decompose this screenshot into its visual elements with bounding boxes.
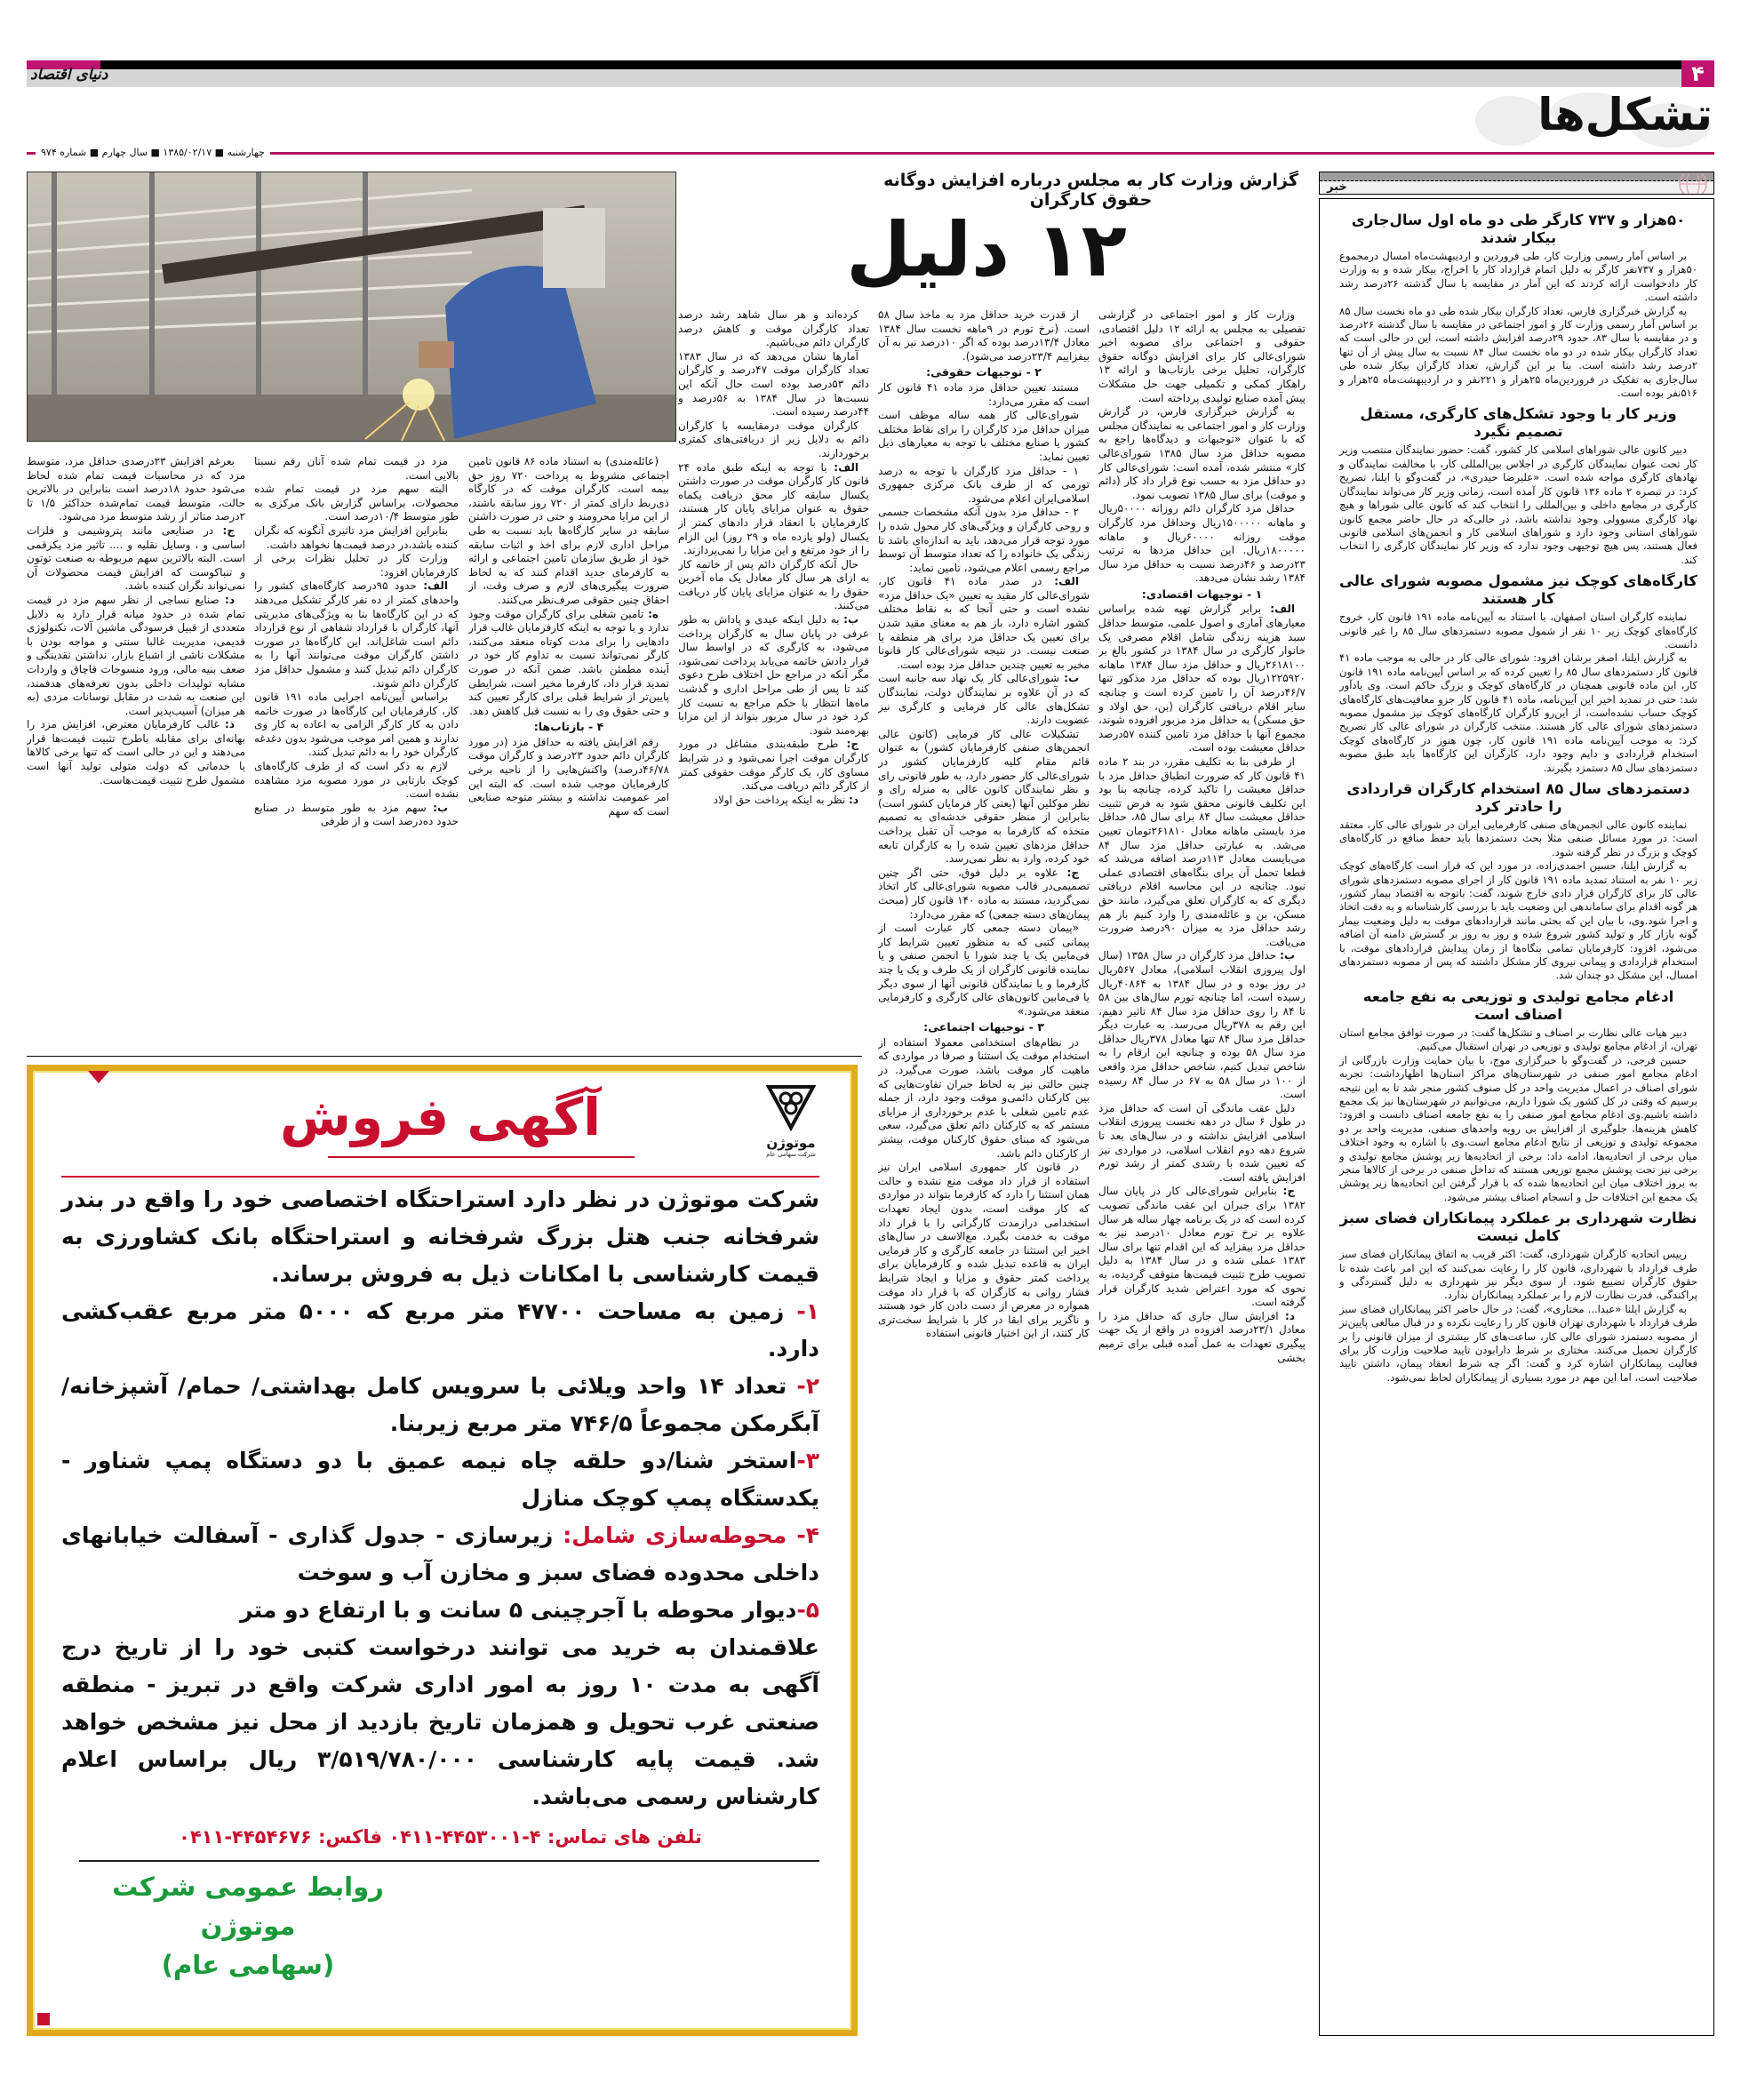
sidebar-story-paragraph: نماینده کانون عالی انجمن‌های صنفی کارفرمایی ایران در شورای عالی کار، معتقد است: در مورد مسائل صنفی مثلا بحث دستمزدها باید حفظ منافع در کارگاه‌های کوچک و بزرگ در نظر گرفته شود.: [1339, 818, 1697, 858]
company-logo-subtitle: شرکت سهامی عام: [766, 1151, 816, 1158]
article-paragraph: [1098, 949, 1306, 1102]
article-paragraph: [678, 461, 869, 558]
paragraph-text: ۱ - حداقل مزد کارگران با توجه به درصد تورمی که از طرف بانک مرکزی جمهوری اسلامی‌ایران اعلام می‌شود.: [878, 464, 1090, 505]
sidebar-story-headline: دستمزدهای سال ۸۵ استخدام کارگران قراردادی را حادتر کرد: [1346, 780, 1690, 815]
sidebar-story-paragraph: دبیر هیات عالی نظارت بر اصناف و تشکل‌ها گفت: در صورت توافق مجامع استان تهران، از ادغام مجامع تولیدی و توزیعی در تهران استقبال می‌کنیم.: [1339, 1026, 1697, 1053]
paragraph-text: وزارت کار در تحلیل نظرات برخی از کارفرمایان افزود:: [254, 552, 459, 579]
article-paragraph: [254, 802, 459, 829]
article-paragraph: [254, 455, 459, 483]
paragraph-text: شورای‌عالی کار همه ساله موظف است میزان حداقل مزد کارگران را برای نقاط مختلف کشور یا صنایع مختلف با توجه به معیارهای ذیل تعیین نماید:: [878, 409, 1090, 463]
paragraph-lead: الف:: [834, 460, 859, 474]
ad-intro: شرکت موتوژن در نظر دارد استراحتگاه اختصاصی خود را واقع در بندر شرفخانه جنب هتل بزرگ شرفخانه و استراحتگاه بانک کشاورزی به قیمت کارشناسی با امکانات ذیل به فروش برساند.: [61, 1186, 819, 1287]
article-paragraph: [678, 308, 869, 350]
ad-title-underline: [328, 1156, 635, 1158]
article-paragraph: [1098, 405, 1306, 502]
ad-item-number: ۳-: [796, 1448, 819, 1473]
article-column-4: [468, 455, 669, 1053]
paragraph-text: علاوه بر دلیل فوق، حتی اگر چنین تصمیمی‌در قالب مصوبه شورای‌عالی کار اتخاذ نمی‌گردید، مستند به ماده ۱۴۰ قانون کار (مبحث پیمان‌های دسته جمعی) که مقرر می‌دارد:: [878, 866, 1090, 921]
paragraph-text: در قانون کار جمهوری اسلامی ایران نیز استفاده از قرار داد موقت منع نشده و حالت همان استثنا را دارد که کارفرما بتواند در مواردی که کار موقت است، بدون ایجاد تعهدات استخدامی درازمدت کارگرانی را با قرار داد موقت به خدمت بگیرد. مع‌الاسف در سال‌های اخیر این استثنا در جامعه کارگری و کار فرمایی ایران به قاعده تبدیل شده و کارفرمایان برای پرداخت کمتر حقوق و مزایا و ایجاد شرایط فشار روانی به کارگران که با قرار داد موقت همواره در معرض از دست دادن کار خود هستند و ناگزیر برای ابقا در کار با شرایط سخت‌تری کار کنند، از این اختیار قانونی استفاده: [878, 1161, 1090, 1340]
ad-signature-line-2: (سهامی عام): [161, 1950, 335, 1980]
sidebar-story-paragraph: نماینده کارگران استان اصفهان، با استناد به آیین‌نامه ماده ۱۹۱ قانون کار، خروج کارگاه‌های کوچک زیر ۱۰ نفر از شمول مصوبه دستمزدهای سال ۸۵ را غیر قانونی دانست.: [1339, 611, 1697, 651]
paragraph-lead: ج:: [846, 738, 859, 751]
column-subheading: ۱ - توجیهات اقتصادی:: [1141, 587, 1263, 601]
section-rule: [27, 152, 1714, 155]
ad-item-number: ۴-: [796, 1522, 819, 1548]
paragraph-text: بنابراین شورای‌عالی کار در پایان سال ۱۳۸۲ برای جبران این عقب ماندگی تصویب کرده است که در یک برنامه چهار ساله هر سال علاوه بر نرخ تورم معادل ۱۰درصد نیز به حداقل مزد بیفزاید که این اقدام تنها برای سال ۱۳۸۳ عملی شده و در سال ۱۳۸۴ به دلیل تصویب طرح تثبیت قیمت‌ها متوقف گردیده، به نحوی که مورد اعتراض شدید کارگران قرار گرفته است.: [1098, 1185, 1306, 1309]
ad-item-text: استخر شنا/دو حلقه چاه نیمه عمیق با دو دستگاه پمپ شناور - یکدستگاه پمپ کوچک منازل: [61, 1448, 819, 1511]
paragraph-text: از قدرت خرید حداقل مزد به ماخذ سال ۵۸ است. (نرخ تورم در ۹ماهه نخست سال ۱۳۸۴ معادل ۱۳/۴درصد بوده که اگر ۱۰درصد نیز به آن بیفزاییم ۲۳/۴درصد می‌شود).: [878, 308, 1090, 363]
paragraph-lead: الف:: [423, 579, 449, 593]
paragraph-text: «پیمان دسته جمعی کار عبارت است از پیمانی کتبی که به منظور تعیین شرایط کار فی‌مابین یک یا چند شورا یا انجمن صنفی و یا نماینده قانونی کارگران از یک طرف و یک یا چند کارفرما و یا نمایندگان قانونی آنها از سوی دیگر یا فی‌مابین کانون‌های عالی کارگری و کارفرمایی منعقد می‌شود.»: [878, 922, 1090, 1018]
paragraph-text: دلیل عقب ماندگی آن است که حداقل مزد در طول ۶ سال در دهه نخست پیروزی انقلاب اسلامی افزایش نداشته و در سال‌های بعد تا شروع دهه دوم انقلاب اسلامی، در مواردی نیز که تعیین شده با رشدی کمتر از رشد تورم افزایش یافته است.: [1098, 1101, 1306, 1184]
paragraph-text: نظر به اینکه پرداخت حق اولاد: [713, 793, 850, 806]
ad-title: آگهی فروش: [280, 1087, 601, 1147]
article-paragraph: [254, 552, 459, 579]
ad-item: [61, 1293, 819, 1368]
paragraph-text: کرده‌اند و هر سال شاهد رشد درصد تعداد کارگران موقت و کاهش درصد کارگران دائم می‌باشیم.: [678, 308, 869, 349]
ad-contact-phone: تلفن های تماس: ۴-۴۴۵۳۰۰۱-۰۴۱۱ فاکس: ۴۴۵۴۶۷۶-۰۴۱۱: [179, 1826, 702, 1848]
paragraph-text: صنایع نساجی از نظر سهم مزد در قیمت تمام شده در حدود میانه قرار دارد به دلایل متعددی از قبیل فرسودگی ماشین آلات، تکنولوژی قدیمی، مدیریت غالبا سنتی و مواجه بودن با مشکلات ناشی از اشباع بازار، نداشتن نقدینگی و ضعف بنیه مالی، ورود منسوجات قاچاق و واردات مشابه تولیدات داخلی بدون تعرفه‌های هدفمند، این صنعت به شدت در مقابل نوسانات مزدی (به هر میزان) آسیب‌پذیر است.: [27, 593, 245, 717]
article-column-1: [1098, 308, 1306, 2036]
paragraph-text: رقم افزایش یافته به حداقل مزد (در مورد کارگران دائم حدود ۲۳درصد و کارگران موقت ۴۶/۷۸درصد) واکنش‌هایی را از ناحیه برخی کارفرمایان موجب شده است. که البته این امر عمومیت نداشته و بیشتر متوجه صنایعی است که سهم: [468, 735, 669, 818]
ad-signature-line-1: روابط عمومی شرکت موتوژن: [112, 1872, 384, 1941]
paragraph-lead: الف:: [1270, 603, 1295, 616]
article-paragraph: [1098, 755, 1306, 949]
article-paragraph: [878, 465, 1090, 507]
sidebar-story-paragraph: به گزارش ایلنا «عبدا... مختاری»، گفت: در حال حاضر اکثر پیمانکاران فضای سبز طرف قرارداد با شهرداری تهران قانون کار را رعایت نکرده و در قبال مبالغی پایین‌تر از مصوبه دستمزد شورای عالی کار، ساعت‌های کار بیشتری از میزان قانونی را بر کارگران تحمیل می‌کنند. مختاری بر شرط دارابودن تایید صلاحیت وزارت کار برای فعالیت پیمانکاران اشاره کرد و گفت: اگر چه شرط انعقاد پیمان، داشتن تایید صلاحیت است، اما این مهم در مورد بسیاری از پیمانکاران لحاظ نمی‌شود.: [1339, 1302, 1697, 1384]
sidebar-story-paragraph: حسین فرجی، در گفت‌وگو با خبرگزاری موج، با بیان حمایت وزارت بازرگانی از ادغام مجامع امور صنفی در شهرستان‌های مراکز استان‌ها اظهارداشت: تجربه شورای اصناف در اعمال مدیریت واحد در کل صنوف کشور منجر شد تا به این نتیجه برسیم که وقتی در کل کشور یک شورا داریم، می‌توانیم در شهرستان‌ها نیز یک مجمع داشته باشیم.وی ادغام مجامع امور صنفی را به نفع جامعه اصناف دانست و افزود: کاهش هزینه‌ها، جلوگیری از افزایش بی رویه واحدهای صنفی، مدیریت واحد بر دو مجموعه تولیدی و توزیعی از نتایج ادغام مجامع است.وی با اشاره به وجود اختلاف میان برخی از اتحادیه‌ها، ادامه داد: برخی از اتحادیه‌ها زیر پوشش مجامع تولیدی و برخی نیز تحت پوشش مجمع توزیعی هستند که تداخل صنفی در برخی از کالاها منجر به بروز اختلاف میان این اتحادیه‌ها شده که با قرار گرفتن این اتحادیه‌ها زیر پوشش یک مجمع این اختلافات حل و انسجام اصناف بیشتر می‌شود.: [1339, 1053, 1697, 1203]
company-logo-name: موتوژن: [766, 1135, 816, 1151]
ad-body: [61, 1181, 819, 1816]
square-marker-icon: [37, 2013, 50, 2025]
article-paragraph: [254, 760, 459, 802]
ad-item: [61, 1517, 819, 1592]
paragraph-text: غالب کارفرمایان معترض، افزایش مزد را بهانه‌ای برای مقابله باطرح تثبیت قیمت‌ها قرار می‌دهند و این در حالی است که تنها برخی کالاها یا خدماتی که دولت متولی تولید آنها است مشمول طرح تثبیت قیمت‌هاست.: [27, 718, 245, 787]
header-band: [27, 69, 1681, 87]
paragraph-text: (عائله‌مندی) به استناد ماده ۸۶ قانون تامین اجتماعی مشروط به پرداخت ۷۲۰ روز حق بیمه است، کارگران موقت که در کارگاه ذی‌ربط دارای کمتر از ۷۲۰ روز سابقه باشند، از این مزایا محرومند و حتی در صورت داشتن سابقه در سایر کارگاه‌ها باید نسبت به طی مراحل اداری لازم برای اخذ و اثبات سابقه خود از طریق سازمان تامین اجتماعی و ارائه به کارفرمای جدید اقدام کنند که به لحاظ ضرورت پیگیری‌های لازم و صرف وقت، از احقاق چنین حقوقی صرف‌نظر می‌کنند.: [468, 455, 669, 606]
sidebar-story-paragraph: به گزارش خبرگزاری فارس، تعداد کارگران بیکار شده طی دو ماه نخست سال ۸۵ بر اساس آمار رسمی وزارت کار و امور اجتماعی در مقایسه با سال گذشته ۲۶درصد و در مقایسه با سال ۸۳، حدود ۲۹درصد افزایش داشته است، این در حالی است که تعداد کارگران بیکار شده در دو ماه نخست سال ۸۴ نسبت به سال پیش از آن تنها ۲درصد رشد داشته است. بنا بر این گزارش، تعداد کارگران بیکار شده طی سال‌جاری به تفکیک در فروردین‌ماه ۲۵هزار و ۲۲۱نفر و در اردیبهشت‌ماه ۲۵هزار و ۵۱۶نفر بوده است.: [1339, 304, 1698, 400]
paragraph-lead: ذ:: [225, 718, 235, 731]
article-column-5: [254, 455, 459, 1053]
paragraph-text: مزد در قیمت تمام شده آنان رقم نسبتا بالایی است.: [254, 455, 459, 482]
ad-divider: [61, 1176, 819, 1178]
paragraph-lead: ب:: [1064, 672, 1079, 685]
paragraph-lead: ب:: [1280, 949, 1295, 962]
article-paragraph: [468, 736, 669, 819]
article-paragraph: [254, 691, 459, 760]
paragraph-text: آمارها نشان می‌دهد که در سال ۱۳۸۳ تعداد کارگران موقت ۴۷درصد و کارگران دائم ۵۳درصد بوده است حال آنکه این نسبت‌ها در سال ۱۳۸۴ به ۵۶درصد و ۴۴درصد رسیده است.: [678, 349, 869, 419]
column-subheading: ۲ - توجیهات حقوقی:: [926, 365, 1042, 379]
sidebar-story-headline: نظارت شهرداری بر عملکرد پیمانکاران فضای سبز کامل نیست: [1339, 1210, 1697, 1245]
paragraph-text: در نظام‌های استخدامی معمولا استفاده از استخدام موقت یک استثنا و صرفا در مواردی که ماهیت کار موقت باشد، صورت می‌گیرد. در چنین حالتی نیز به لحاظ جبران تفاوت‌هایی که بین کارکنان دائمی‌و موقت وجود دارد، از جمله عدم تامین شغلی با عدم برخورداری از مزایای مستمر که به کارکنان دائم تعلق می‌گیرد، سعی می‌شود که مبنای حقوق کارکنان موقت، بیشتر از کارکنان دائم باشد.: [878, 1035, 1090, 1160]
article-paragraph: [878, 506, 1090, 575]
globe-icon: [1678, 174, 1708, 194]
ad-item-number: ۵-: [796, 1597, 819, 1623]
paragraph-text: با توجه به اینکه طبق ماده ۲۴ قانون کار کارگران موقت در صورت داشتن یکسال سابقه کار محق دریافت یکماه حقوق به عنوان مزایای پایان کار هستند، کارفرمایان با انعقاد قرار دادهای کمتر از یکسال (ولو یازده ماه و ۲۹ روز) این الزام را از خود مرتفع و این مزایا را نمی‌پردازند.: [678, 460, 869, 557]
article-paragraph: [468, 608, 669, 719]
sidebar-label: خبر: [1327, 180, 1347, 194]
news-sidebar: [1319, 198, 1714, 2036]
ad-item: [61, 1442, 819, 1517]
article-paragraph: [878, 922, 1090, 1018]
article-paragraph: [678, 794, 869, 808]
article-paragraph: [878, 575, 1090, 672]
article-paragraph: [678, 613, 869, 738]
ad-item: [61, 1592, 819, 1629]
paragraph-text: کارگران موقت درمقایسه با کارگران دائم به دلایل زیر از دریافتی‌های کمتری برخوردارند.: [678, 419, 869, 459]
sidebar-story-headline: ادغام مجامع تولیدی و توزیعی به نفع جامعه اصناف است: [1362, 987, 1674, 1023]
article-paragraph: [878, 866, 1090, 922]
paragraph-lead: د:: [1285, 1309, 1295, 1322]
paragraph-text: بنابراین افزایش مزد تاثیری آنگونه که نگران کننده باشد،در درصد قیمت‌ها نخواهد داشت.: [254, 523, 459, 551]
article-paragraph: [678, 350, 869, 419]
paragraph-text: شورای‌عالی کار یک نهاد سه جانبه است که در آن علاوه بر نمایندگان دولت، نمایندگان تشکل‌های عالی کار فرمایی و کارگری نیز عضویت دارند.: [878, 672, 1090, 727]
paragraph-text: بعرغم افزایش ۲۳درصدی حداقل مزد، متوسط مزد که در محاسبات قیمت تمام شده لحاظ می‌شود حدود ۱۸درصد است بنابراین در بالاترین حالت، متوسط قیمت تمام‌شده حداکثر ۱/۵ تا ۲درصد متاثر از رشد متوسط مزد می‌شود.: [27, 455, 245, 523]
paragraph-text: به دلیل اینکه عیدی و پاداش به طور عرفی در پایان سال به کارگران پرداخت می‌شود، به کارگری که در اواسط سال قرار دادش خاتمه می‌یابد پرداخت نمی‌شود، مگر آنکه در مراجع حل اختلاف طرح دعوی کند تا پس از طی مراحل اداری و گذشت ماه‌ها انتظار با حکم مراجع به نسبت کار کرد خود در سال مزبور بتواند از این مزایا بهره‌مند شود.: [678, 613, 869, 737]
paragraph-text: در صدر ماده ۴۱ قانون کار، شورای‌عالی کار مقید به تعیین «یک حداقل مزد» نشده است و حتی آنجا که به نقاط مختلف کشور اشاره دارد، باز هم به معنای مقید شدن برای تعیین یک حداقل مزد برای هر منطقه یا صنعت نیست. در نتیجه شورای‌عالی کار قانونا مخیر به تعیین چندین حداقل مزد بوده است.: [878, 575, 1090, 671]
paragraph-text: لازم به ذکر است که از طرف کارگاه‌های کوچک بازتابی در مورد مصوبه مزد مشاهده نشده است.: [254, 760, 459, 801]
paragraph-lead: ه:: [648, 607, 659, 620]
article-paragraph: [878, 308, 1090, 363]
sidebar-story-headline: کارگاه‌های کوچک نیز مشمول مصوبه شورای عالی کار هستند: [1339, 572, 1697, 608]
paragraph-lead: الف:: [1054, 575, 1079, 588]
paragraph-text: وزارت کار و امور اجتماعی در گزارشی تفصیلی به مجلس به ارائه ۱۲ دلیل اقتصادی، حقوقی و اجتماعی برای مصوبه اخیر شورای‌عالی کار برای افزایش دوگانه حقوق کارگران، تحلیل برخی بازتاب‌ها و ارائه ۱۳ راهکار کمکی و تکمیلی جهت حل مشکلات پیش آمده صنایع تولیدی پرداخته است.: [1098, 308, 1306, 404]
paragraph-text: حداقل مزد کارگران در سال ۱۳۵۸ (سال اول پیروزی انقلاب اسلامی)، معادل ۵۶۷ریال در روز بوده و در سال ۱۳۸۴ به ۴۰۸۶۴ریال رسیده است، اما چنانچه تورم سال‌های بین ۵۸ تا ۸۴ را روی حداقل مزد سال ۸۴ تاثیر دهیم، این رقم به ۳۷۸ریال می‌رسد. به عبارت دیگر حداقل مزد سال ۸۴ تنها معادل ۳۷۸ریال حداقل مزد سال ۵۸ بوده و چنانچه این ارقام را به شاخص تبدیل کنیم، شاخص حداقل مزد واقعی از ۱۰۰ در سال ۵۸ به ۶۷ در سال ۸۴ رسیده است.: [1098, 949, 1306, 1101]
article-paragraph: [878, 409, 1090, 464]
ad-item-text: زیرسازی - جدول گذاری - آسفالت خیابانهای داخلی محدوده فضای سبز و مخازن آب و سوخت: [61, 1522, 819, 1585]
article-paragraph: [678, 558, 869, 613]
article-column-2: [878, 308, 1090, 2036]
ad-closing: علاقمندان به خرید می توانند درخواست کتبی خود را از تاریخ درج آگهی به مدت ۱۰ روز به امور اداری شرکت واقع در تبریز - منطقه صنعتی غرب تحویل و همزمان تاریخ بازدید از محل نیز مشخص خواهد شد. قیمت پایه کارشناسی ۳/۵۱۹/۷۸۰/۰۰۰ ریال براساس اعلام کارشناس رسمی می‌باشد.: [61, 1634, 819, 1809]
article-paragraph: [1098, 1185, 1306, 1309]
ad-item-text: تعداد ۱۴ واحد ویلائی با سرویس کامل بهداشتی/ حمام/ آشپزخانه/ آبگرمکن مجموعاً ۷۴۶/۵ متر مربع زیربنا.: [61, 1373, 819, 1436]
ad-item-text: دیوار محوطه با آجرچینی ۵ سانت و با ارتفاع دو متر: [240, 1597, 797, 1623]
article-kicker: گزارش وزارت کار به مجلس درباره افزایش دوگانه حقوق کارگران: [883, 171, 1298, 210]
ad-item-number: ۲-: [796, 1373, 819, 1399]
sidebar-story-headline: وزیر کار با وجود تشکل‌های کارگری، مستقل تصمیم نگیرد: [1360, 405, 1677, 441]
paragraph-lead: ب:: [843, 613, 859, 627]
welder-image: [28, 172, 676, 442]
article-headline: ۱۲ دلیل: [846, 206, 1127, 293]
ad-signature: [61, 1867, 435, 1984]
paragraph-text: از طرفی بنا به تکلیف مقرر، در بند ۲ ماده ۴۱ قانون کار که ضرورت انطباق حداقل مزد با حداقل معیشت را تاکید کرده، چنانچه بنا بود این تکلیف قانونی محقق شود به فرض تثبیت حداقل معیشت سال ۸۴ برای سال ۸۵، حداقل مزد بایستی ماهانه معادل ۲۶۱۸۱۰تومان تعیین می‌شد. به عبارتی حداقل مزد سال ۸۴ می‌بایست معادل ۱۱۳درصد اضافه می‌شد که قطعا تحمل آن برای بنگاه‌های اقتصادی عملی نبود. چنانچه در این محاسبه اقلام دریافتی دیگری که به کارگران تعلق می‌گیرد، مانند حق مسکن، بن و عائله‌مندی را وارد کنیم باز هم رشد حداقل مزد به میزان ۹۰درصد ضرورت می‌یافت.: [1098, 755, 1306, 948]
article-paragraph: [678, 738, 869, 793]
column-subheading: ۴ - بازتاب‌ها:: [533, 720, 604, 734]
article-paragraph: [878, 1036, 1090, 1161]
sidebar-story-paragraph: به گزارش ایلنا، اصغر برشان افزود: شورای عالی کار در حالی به موجب ماده ۴۱ قانون کار دستمزدهای سال ۸۵ را تعیین کرده که بر اساس آیین‌نامه ماده ۱۹۱ قانون کار، این ماده قانونی همچنان در کارگاه‌های کوچک و بزرگ حاکم است. وی یادآور شد: حتی در تمدید اخیر این آیین‌نامه، ماده ۴۱ قانون کار جزو معافیت‌های کارگاه‌های کوچک حساب نشده‌است، از این‌رو کارگران کارگاه‌های کوچک نیز مشمول مصوبه دستمزدهای شورای عالی کار هستند. منتخب کارگران در شورای عالی کار تصریح کرد: به موجب آیین‌نامه ماده ۱۹۱ قانون کار، چون هنوز در کارگاه‌های کوچک استخدام قراردادی و دایم وجود دارد، کارگران این کارگاه‌ها باید طبق مصوبه دستمزدهای سال ۸۵ دستمزد بگیرند.: [1339, 651, 1698, 774]
article-paragraph: [878, 381, 1090, 409]
ad-item-label: محوطه‌سازی شامل:: [563, 1522, 797, 1548]
paragraph-text: تامین شغلی برای کارگران موقت وجود ندارد و با توجه به اینکه کارفرمایان غالب قرار دادهایی را برای مدت کوتاه منعقد می‌کنند، کارگر نمی‌تواند نسبت به تداوم کار خود در آینده مطمئن باشد. ضمن آنکه در صورت تمدید قرار داد، کارفرما مخیر است، شرایطی پایین‌تر از شرایط قبلی برای کارگر تعیین کند و حتی حقوق وی را به نسبت قبل کاهش دهد.: [468, 607, 669, 717]
article-paragraph: [1098, 1102, 1306, 1186]
welder-photo: [27, 172, 676, 442]
paragraph-text: براساس آیین‌نامه اجرایی ماده ۱۹۱ قانون کار، کارفرمایان این کارگاه‌ها در صورت خاتمه دادن به کار کارگر الزامی به اعاده به کار وی ندارند و همین امر موجب می‌شود بدون دغدغه کارگران خود را به دائم تبدیل کنند.: [254, 691, 459, 759]
paragraph-text: تشکیلات عالی کار فرمایی (کانون عالی انجمن‌های صنفی کارفرمایان کشور) به عنوان قائم مقام کلیه کارفرمایان کشور در شورای‌عالی کار حضور دارد، به طور قانونی رای و نظر نمایندگان کانون عالی به منزله رای و نظر موکلین آنها (یعنی کار فرمایان کشور است) بنابراین از منظر حقوقی خدشه‌ای به تصمیم متخذه که کارفرما به موجب آن تقبل پرداخت حداقل مزدهای تعیین شده را به کارگران تابعه خود کرده، وارد به نظر نمی‌رسد.: [878, 727, 1090, 866]
paragraph-text: برابر گزارش تهیه شده براساس معیارهای آماری و اصول علمی، متوسط حداقل سبد هزینه زندگی شامل اقلام مصرفی یک خانوار کارگری در سال ۱۳۸۴ در کشور بالغ بر ۲۶۱۸۱۰۰ریال و حداقل مزد سال ۱۳۸۴ ماهانه ۱۲۲۵۹۲۰ریال بوده که حداقل مزد مذکور تنها ۴۶/۷درصد آن را تامین کرده است و چنانچه سایر اقلام دریافتی کارگران (بن، حق اولاد و حق مسکن) به حداقل مزد مزبور افزوده شوند، مجموع آنها با حداقل مزد تامین کننده ۵۷درصد حداقل معیشت بوده است.: [1098, 603, 1306, 755]
paragraph-text: حداقل مزد کارگران دائم روزانه ۵۰۰۰۰ریال و ماهانه ۱۵۰۰۰۰۰ریال وحداقل مزد کارگران موقت روزانه ۶۰۰۰۰ریال و ماهانه ۱۸۰۰۰۰۰ریال. این حداقل مزدها به ترتیب ۲۳درصد و ۴۶درصد نسبت به حداقل مزد سال ۱۳۸۴ رشد نشان می‌دهد.: [1098, 502, 1306, 585]
ad-item-number: ۱-: [796, 1298, 819, 1324]
article-paragraph: [254, 524, 459, 552]
sidebar-story-paragraph: به گزارش ایلنا، حسین احمدی‌زاده، در مورد این که قرار است کارگاه‌های کوچک زیر ۱۰ نفر به استناد تمدید ماده ۱۹۱ قانون کار از اجرای مصوبه دستمزدهای شورای عالی کار برای کارگران قرار دادی خارج شوند، گفت: باتوجه به اقتصاد بیمار کشور، هر گونه اقدام برای ساماندهی این وضعیت باید با بررسی کارشناسانه و به دقت اتخاذ و اجرا شود.وی، با بیان این که بحثی مانند قراردادهای موقت به دلیل وضعیت بیمار گونه بازار کار و تولید کشور شروع شده و روز به روز بر گسترش دامنه آن اضافه می‌شود، افزود: کارفرمایان تمامی بنگاه‌ها از زمان پیدایش قراردادهای موقت، با استخدام قراردادی و پیمانی نیروی کار مشکل داشتند که پس از مصوبه دستمزدهای امسال، این مشکل دو چندان شد.: [1339, 859, 1697, 982]
article-paragraph: [1098, 603, 1306, 755]
newspaper-logo: دنیای اقتصاد: [30, 66, 108, 84]
article-paragraph: [1098, 308, 1306, 405]
article-paragraph: [1098, 1310, 1306, 1365]
ad-item: [61, 1368, 819, 1442]
article-paragraph: [254, 579, 459, 691]
article-paragraph: [1098, 502, 1306, 586]
sidebar-story-headline: ۵۰هزار و ۷۳۷ کارگر طی دو ماه اول سال‌جاری بیکار شدند: [1351, 212, 1686, 246]
sale-advertisement: [27, 1065, 858, 2036]
article-paragraph: [27, 524, 245, 594]
paragraph-lead: ب:: [433, 801, 448, 814]
ad-item-text: زمین به مساحت ۴۷۷۰۰ متر مربع که ۵۰۰۰ متر مربع عقب‌کشی دارد.: [61, 1298, 819, 1361]
article-paragraph: [878, 728, 1090, 866]
column-subheading: ۳ - توجیهات اجتماعی:: [923, 1020, 1044, 1034]
dateline: چهارشنبه ■ ۱۳۸۵/۰۲/۱۷ ■ سال چهارم ■ شماره ۹۷۴: [36, 146, 270, 160]
article-column-3: [678, 308, 869, 1053]
paragraph-text: مستند تعیین حداقل مزد ماده ۴۱ قانون کار است که مقرر می‌دارد:: [878, 380, 1090, 408]
article-paragraph: [27, 455, 245, 524]
paragraph-lead: ج:: [1282, 1185, 1295, 1198]
paragraph-lead: د:: [849, 793, 859, 806]
paragraph-text: به گزارش خبرگزاری فارس، در گزارش وزارت کار و امور اجتماعی به نمایندگان مجلس که با عنوان «توجیهات و دیدگاه‌ها راجع به مصوبه حداقل مزد سال ۱۳۸۵ شورای‌عالی کار» منتشر شده، آمده است: شورای‌عالی کار دو حداقل مزد به حسب نوع قرار داد کار (دائم و موقت) برای سال ۱۳۸۵ تصویب نمود.: [1098, 405, 1306, 501]
top-rule: [27, 60, 1681, 69]
article-paragraph: [678, 419, 869, 461]
paragraph-lead: د:: [225, 593, 235, 606]
sidebar-story-paragraph: رییس اتحادیه کارگران شهرداری، گفت: اکثر قریب به اتفاق پیمانکاران فضای سبز طرف قرارداد با شهرداری، قانون کار را رعایت نمی‌کنند که این امر باعث شده تا حقوق کارگران تضییع شود. از سوی دیگر نیز شهرداری به دلیل گستردگی و پراکندگی، قدرت نظارت لازم را بر عملکرد پیمانکاران ندارد.: [1339, 1248, 1697, 1302]
paragraph-text: در صنایعی مانند پتروشیمی و فلزات اساسی و ، وسایل نقلیه و .... تاثیر مزد یکرقمی است. البته بالاترین سهم مربوطه به صنعت توتون و تنباکوست که افزایش قیمت محصولات آن نمی‌تواند نگران کننده باشد.: [27, 523, 245, 593]
paragraph-text: سهم مزد به طور متوسط در صنایع حدود ده‌درصد است و از طرفی: [254, 801, 459, 828]
sidebar-label-box: [1319, 172, 1714, 195]
page-number: ۴: [1681, 60, 1714, 87]
ad-top-rule: [27, 1056, 862, 1057]
article-paragraph: [254, 483, 459, 524]
paragraph-text: حدود ۹۵درصد کارگاه‌های کشور را واحدهای کمتر از ده نفر کارگر تشکیل می‌دهند که در این کارگاه‌ها بنا به ویژگی‌های مدیریتی آنها، کارگران با قرارداد شفاهی از نوع قرارداد دائم است شاغل‌اند. این کارگاه‌ها در صورت داشتن کارگران موقت می‌توانند آنها را به کارگران دائم تبدیل کنند و مشمول حداقل مزد کارگران دائم شوند.: [254, 579, 459, 690]
paragraph-text: البته سهم مزد در قیمت تمام شده محصولات، براساس گزارش بانک مرکزی به طور متوسط ۱۰/۴درصد است.: [254, 483, 459, 523]
ad-divider-2: [79, 1860, 819, 1862]
article-paragraph: [468, 455, 669, 608]
sidebar-story-paragraph: بر اساس آمار رسمی وزارت کار، طی فروردین و اردیبهشت‌ماه امسال درمجموع ۵۰هزار و ۷۳۷نفر کارگر به دلیل اتمام قرارداد کار یا اخراج، بیکار شده و به وزارت کار دادخواست ارائه کردند که این آمار در مقایسه با سال گذشته ۲۶درصد رشد داشته است.: [1339, 250, 1697, 304]
paragraph-text: طرح طبقه‌بندی مشاغل در مورد کارگران موقت اجرا نمی‌شود و در شرایط مساوی کار، یک کارگر موقت حقوقی کمتر از کارگر دائم دریافت می‌کند.: [678, 738, 869, 793]
paragraph-text: افزایش سال جاری که حداقل مزد را معادل ۲۳/۱درصد افزوده در واقع از یک جهت پیگیری تعهدات به عمل آمده قبلی برای ترمیم بخشی: [1098, 1309, 1306, 1364]
sidebar-story-paragraph: دبیر کانون عالی شوراهای اسلامی کار کشور، گفت: حضور نمایندگان منتصب وزیر کار تحت عنوان نمایندگان کارگری در اجلاس بین‌المللی کار، با مخالفت نمایندگان و نهادهای کارگری مواجه شده است. «علیرضا حیدری»، در گفت‌وگو با ایلنا، تصریح کرد: در تبصره ۲ ماده ۱۳۶ قانون کار آمده است، زمانی وزیر کار می‌تواند نمایندگان کارگری در مجامع داخلی و بین‌المللی را انتخاب کند که کانون عالی شوراها و هیچ نهاد کارگری مسوولی وجود نداشته باشد، در حالی‌که در حال حاضر مجمع کانون شوراهای استانی وجود دارد و شوراهای اسلامی کار و انجمن‌های اسلامی قانونی فعال هستند، پس هیچ توجیهی وجود ندارد که وزیر کار نمایندگان کارگری را انتخاب کند.: [1339, 443, 1697, 566]
paragraph-text: ۲ - حداقل مزد بدون آنکه مشخصات جسمی و روحی کارگران و ویژگی‌های کار محول شده را مورد توجه قرار می‌دهد، باید به اندازه‌ای باشد تا زندگی یک خانواده را که تعداد متوسط آن توسط مراجع رسمی اعلام می‌شود، تامین نماید:: [878, 506, 1090, 574]
paragraph-lead: ج:: [222, 523, 235, 537]
article-column-6: [27, 455, 245, 1053]
article-paragraph: [878, 1161, 1090, 1341]
section-title: تشکل‌ها: [1537, 89, 1713, 140]
paragraph-text: حال آنکه کارگران دائم پس از خاتمه کار به ازای هر سال کار معادل یک ماه آخرین حقوق را به عنوان مزایای پایان کار دریافت می‌کنند.: [678, 557, 869, 612]
article-paragraph: [27, 718, 245, 787]
article-paragraph: [27, 594, 245, 718]
paragraph-lead: ج:: [1066, 866, 1079, 879]
article-paragraph: [878, 672, 1090, 727]
